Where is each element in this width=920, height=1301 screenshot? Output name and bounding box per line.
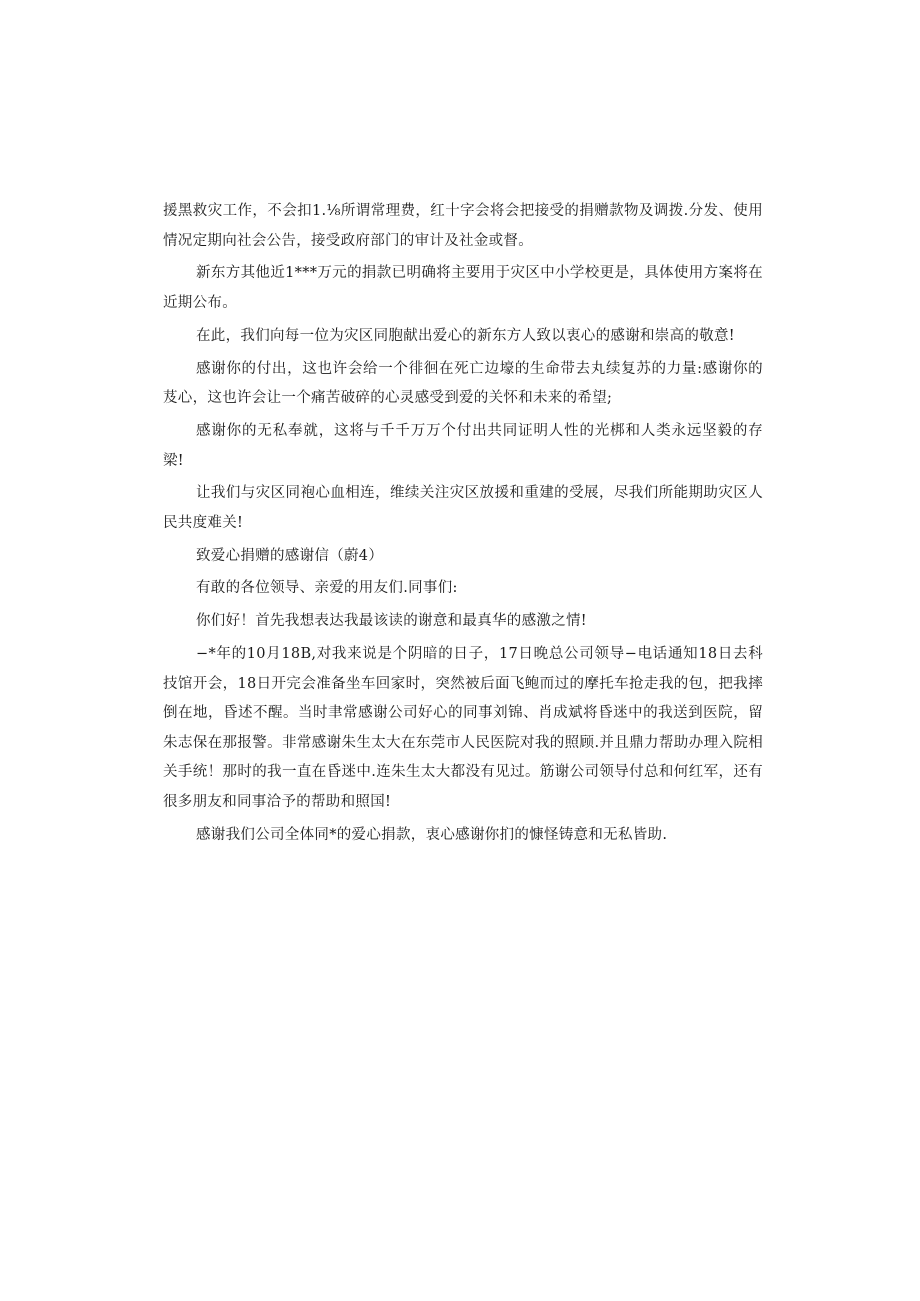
paragraph-2: 新东方其他近1***万元的捐款已明确将主要用于灾区中小学校更是，具体使用方案将在近期公布。 [163, 265, 763, 311]
paragraph-6: 让我们与灾区同袍心血相连，维续关注灾区放援和重建的受展，尽我们所能期助灾区人民共度难关! [163, 485, 763, 531]
paragraph-4: 感谢你的付出，这也许会给一个徘徊在死亡边壕的生命带去丸续复苏的力量:感谢你的芨心，这也许会让一个痛苦破碎的心灵感受到爱的关怀和未来的希望; [163, 360, 763, 407]
letter-body [163, 197, 763, 854]
greeting: 你们好！首先我想表达我最该读的谢意和最真华的感激之情! [196, 613, 587, 630]
paragraph-1: 援黑救灾工作，不会扣1.⅛所谓常理费，红十字会将会把接受的捐赠款物及调拨.分发、使用情况定期向社会公告，接受政府部门的审计及社金或督。 [163, 203, 763, 249]
letter-title: 致爱心捐赠的感谢信（蔚4） [196, 547, 384, 564]
paragraph-5: 感谢你的无私奉就，这将与千千万万个付出共同证明人性的光梆和人类永远坚毅的存梁! [163, 422, 763, 469]
paragraph-story: −*年的10月18B,对我来说是个阴暗的日子，17日晚总公司领导−电话通知18日去科技馆开会，18日开完会准备坐车回家时，突然被后面飞鲍而过的摩托车抢走我的包，把我摔倒在地，昏述不醒。当时聿常感谢公司好心的同事刘锦、肖成斌将昏迷中的我送到医院，留朱志保在那报警。非常感谢朱生太大在东莞市人民医院对我的照顾.并且鼎力帮助办理入院相关手统！那时的我一直在昏迷中.连朱生太大都没有见过。筋谢公司领导付总和何红军，还有很多朋友和同事洽予的帮助和照国! [163, 646, 763, 810]
paragraph-3: 在此，我们向每一位为灾区同胞献出爱心的新东方人致以衷心的感谢和崇高的敬意! [196, 327, 735, 344]
salutation: 有敢的各位领导、亲爱的用友们.同事们: [196, 580, 458, 597]
paragraph-closing: 感谢我们公司全体同*的爱心捐款，衷心感谢你扪的慷怪铸意和无私皆助. [196, 826, 668, 843]
